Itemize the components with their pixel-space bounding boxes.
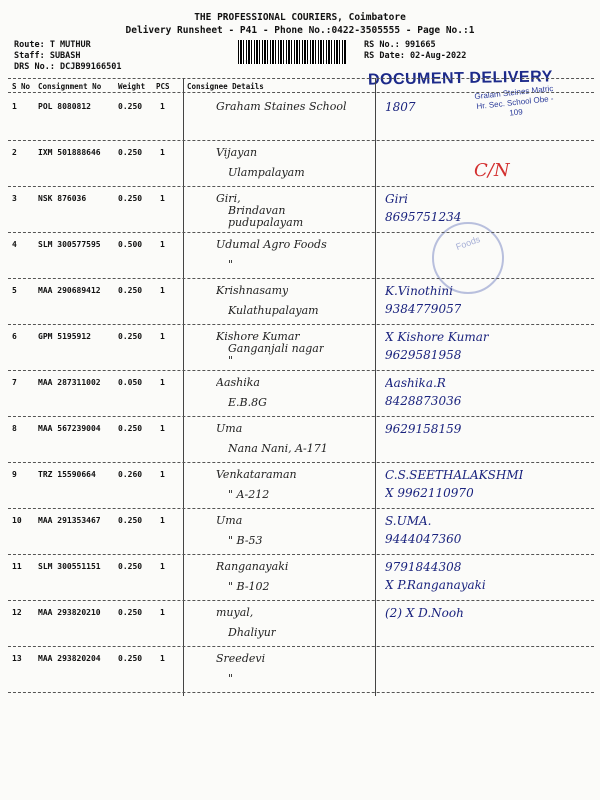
row-consignment-no: NSK 876036	[38, 194, 87, 203]
rs-number: RS No.: 991665	[364, 40, 436, 50]
row-separator	[8, 508, 594, 509]
row-consignee-detail: Vijayan	[216, 146, 258, 159]
row-consignment-no: SLM 300551151	[38, 562, 101, 571]
row-weight: 0.250	[118, 148, 143, 157]
row-pcs: 1	[160, 194, 165, 203]
col-sno: S No	[12, 82, 31, 91]
row-sno: 9	[12, 470, 17, 479]
row-consignee-detail: Ulampalayam	[228, 166, 305, 179]
row-separator	[8, 370, 594, 371]
row-sno: 1	[12, 102, 17, 111]
row-consignee-detail: Ganganjali nagar	[228, 342, 325, 355]
row-consignee-detail: Ranganayaki	[216, 560, 289, 573]
row-separator	[8, 140, 594, 141]
row-receiver-signature: X Kishore Kumar	[385, 330, 489, 344]
row-receiver-signature: 9384779057	[385, 302, 462, 316]
row-receiver-signature: 1807	[385, 100, 416, 114]
row-weight: 0.250	[118, 332, 143, 341]
row-sno: 4	[12, 240, 17, 249]
row-consignee-detail: " B-53	[228, 534, 263, 547]
row-consignee-detail: Venkataraman	[216, 468, 297, 481]
row-pcs: 1	[160, 148, 165, 157]
row-pcs: 1	[160, 240, 165, 249]
row-receiver-signature: Aashika.R	[385, 376, 446, 390]
row-pcs: 1	[160, 286, 165, 295]
row-pcs: 1	[160, 470, 165, 479]
document-delivery-stamp: DOCUMENT DELIVERY	[367, 68, 553, 89]
row-receiver-signature: 8428873036	[385, 394, 462, 408]
row-consignee-detail: Giri,	[216, 192, 241, 205]
row-receiver-signature: K.Vinothini	[385, 284, 453, 298]
cn-mark: C/N	[474, 160, 510, 181]
route-label: Route: T MUTHUR	[14, 40, 91, 50]
column-divider-consignee	[183, 78, 184, 696]
table-top-rule	[8, 78, 594, 79]
row-receiver-signature: 8695751234	[385, 210, 462, 224]
row-consignee-detail: Aashika	[216, 376, 260, 389]
round-stamp: Foods	[432, 222, 504, 294]
row-pcs: 1	[160, 102, 165, 111]
row-receiver-signature: (2) X D.Nooh	[385, 606, 464, 620]
row-consignee-detail: Udumal Agro Foods	[216, 238, 327, 251]
col-consignment: Consignment No	[38, 82, 102, 91]
row-separator	[8, 324, 594, 325]
row-pcs: 1	[160, 378, 165, 387]
row-weight: 0.250	[118, 102, 143, 111]
runsheet-title: Delivery Runsheet - P41 - Phone No.:0422-3505555 - Page No.:1	[125, 25, 475, 36]
row-consignee-detail: Kishore Kumar	[216, 330, 300, 343]
row-sno: 5	[12, 286, 17, 295]
row-consignee-detail: Uma	[216, 514, 243, 527]
row-consignee-detail: E.B.8G	[228, 396, 267, 409]
column-divider-signature	[375, 78, 376, 696]
row-receiver-signature: X 9962110970	[385, 486, 474, 500]
row-separator	[8, 462, 594, 463]
row-consignee-detail: pudupalayam	[228, 216, 304, 229]
col-pcs: PCS	[156, 82, 170, 91]
row-separator	[8, 186, 594, 187]
row-consignment-no: IXM 501888646	[38, 148, 101, 157]
row-consignee-detail: Brindavan	[228, 204, 286, 217]
row-consignment-no: MAA 287311002	[38, 378, 101, 387]
row-sno: 11	[12, 562, 22, 571]
row-weight: 0.250	[118, 654, 143, 663]
row-weight: 0.250	[118, 608, 143, 617]
row-weight: 0.250	[118, 194, 143, 203]
row-consignment-no: POL 8080812	[38, 102, 91, 111]
row-consignee-detail: "	[228, 258, 234, 271]
row-separator	[8, 692, 594, 693]
row-receiver-signature: X P.Ranganayaki	[385, 578, 486, 592]
row-receiver-signature: C.S.SEETHALAKSHMI	[385, 468, 524, 482]
row-weight: 0.260	[118, 470, 143, 479]
row-pcs: 1	[160, 516, 165, 525]
table-header-rule	[8, 92, 594, 93]
row-sno: 7	[12, 378, 17, 387]
row-sno: 6	[12, 332, 17, 341]
row-consignee-detail: " B-102	[228, 580, 270, 593]
rs-date: RS Date: 02-Aug-2022	[364, 51, 467, 61]
row-sno: 13	[12, 654, 22, 663]
row-weight: 0.250	[118, 424, 143, 433]
row-consignment-no: MAA 291353467	[38, 516, 101, 525]
row-consignment-no: GPM 5195912	[38, 332, 91, 341]
row-consignee-detail: Graham Staines School	[216, 100, 347, 113]
row-consignment-no: MAA 290689412	[38, 286, 101, 295]
row-consignment-no: MAA 293820204	[38, 654, 101, 663]
row-pcs: 1	[160, 562, 165, 571]
row-receiver-signature: 9791844308	[385, 560, 462, 574]
col-weight: Weight	[118, 82, 146, 91]
company-title: THE PROFESSIONAL COURIERS, Coimbatore	[194, 12, 406, 23]
row-consignee-detail: Nana Nani, A-171	[228, 442, 328, 455]
row-receiver-signature: 9444047360	[385, 532, 462, 546]
row-consignment-no: MAA 293820210	[38, 608, 101, 617]
row-separator	[8, 232, 594, 233]
row-separator	[8, 278, 594, 279]
row-sno: 2	[12, 148, 17, 157]
row-separator	[8, 416, 594, 417]
row-weight: 0.050	[118, 378, 143, 387]
row-receiver-signature: 9629158159	[385, 422, 462, 436]
row-receiver-signature: 9629581958	[385, 348, 462, 362]
row-weight: 0.250	[118, 286, 143, 295]
row-consignment-no: MAA 567239004	[38, 424, 101, 433]
row-separator	[8, 646, 594, 647]
row-weight: 0.500	[118, 240, 143, 249]
row-consignee-detail: "	[228, 672, 234, 685]
row-sno: 12	[12, 608, 22, 617]
row-pcs: 1	[160, 608, 165, 617]
row-sno: 10	[12, 516, 22, 525]
staff-label: Staff: SUBASH	[14, 51, 81, 61]
row-pcs: 1	[160, 654, 165, 663]
row-pcs: 1	[160, 332, 165, 341]
row-consignment-no: SLM 300577595	[38, 240, 101, 249]
row-consignee-detail: muyal,	[216, 606, 254, 619]
row-receiver-signature: S.UMA.	[385, 514, 432, 528]
row-consignee-detail: Krishnasamy	[216, 284, 289, 297]
row-consignee-detail: Sreedevi	[216, 652, 266, 665]
row-separator	[8, 554, 594, 555]
row-consignment-no: TRZ 15590664	[38, 470, 96, 479]
row-consignee-detail: Kulathupalayam	[228, 304, 319, 317]
row-receiver-signature: Giri	[385, 192, 408, 206]
row-separator	[8, 600, 594, 601]
drs-label: DRS No.: DCJB99166501	[14, 62, 122, 72]
row-sno: 8	[12, 424, 17, 433]
row-weight: 0.250	[118, 516, 143, 525]
school-stamp: Gralam Steines Matric Hr. Sec. School Obe - 109	[474, 83, 554, 118]
row-consignee-detail: Uma	[216, 422, 243, 435]
barcode	[238, 40, 346, 64]
row-pcs: 1	[160, 424, 165, 433]
row-consignee-detail: "	[228, 354, 234, 367]
row-consignee-detail: " A-212	[228, 488, 270, 501]
row-weight: 0.250	[118, 562, 143, 571]
row-sno: 3	[12, 194, 17, 203]
col-consignee: Consignee Details	[187, 82, 264, 91]
row-consignee-detail: Dhaliyur	[228, 626, 277, 639]
